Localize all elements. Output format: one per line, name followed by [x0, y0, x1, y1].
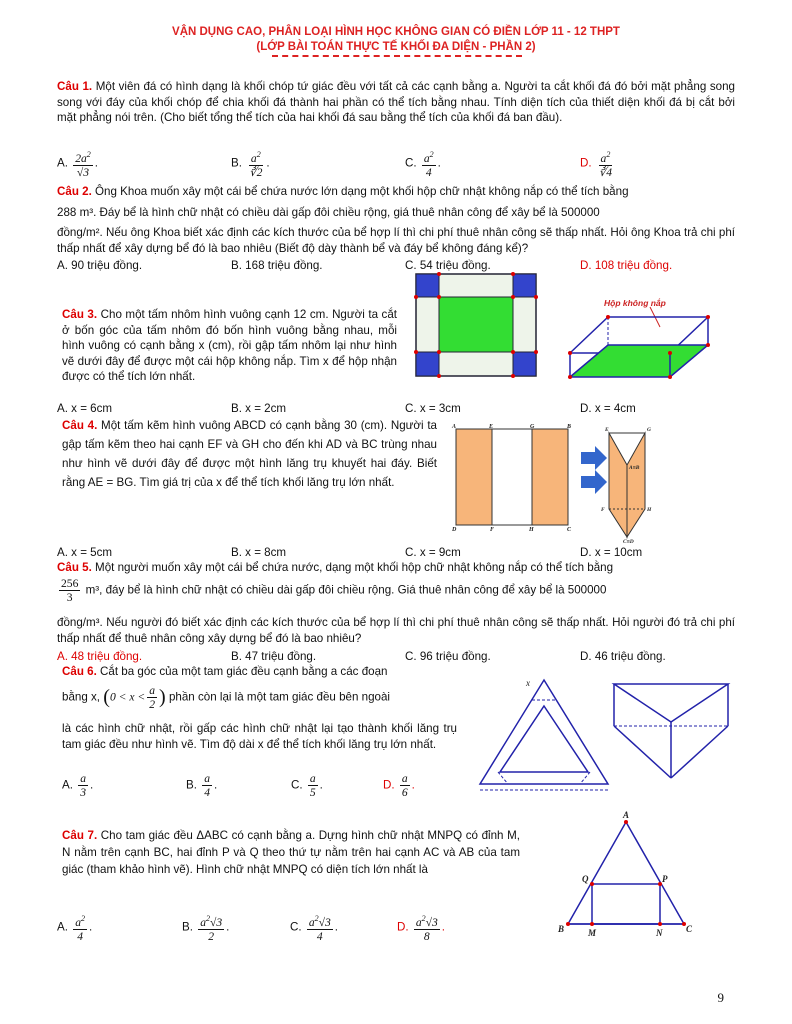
question-2-text-3: đồng/m². Nếu ông Khoa biết xác định các kích thước của bể hợp lí thì chi phí thuê nhân công sẽ thấp nhất. Hỏi ông Khoa trả chi phí thấp nhất để xây dựng bể đó là bao nhiêu (Biết độ dày thành bể và đáy bể không đáng kể)? [57, 226, 735, 255]
q4-option-a: A. x = 5cm [57, 546, 113, 559]
question-6-text-1: Cắt ba góc của một tam giác đều cạnh bằng a các đoạn [100, 665, 388, 678]
question-3-text: Cho một tấm nhôm hình vuông cạnh 12 cm. Người ta cắt ở bốn góc của tấm nhôm đó bốn hình vuông bằng nhau, mỗi hình vuông có cạnh bằng x (cm), rồi gập tấm nhôm lại như hình vẽ dưới đây để được một cái hộp không nắp. Tìm x để hộp nhận được có thể tích lớn nhất. [62, 308, 397, 383]
q6-prism-figure [612, 682, 730, 782]
q7-point-a: A [623, 810, 630, 820]
q6-option-b: B. $\frac{a}{4}$ . [186, 772, 218, 799]
q1-option-c: C. $\frac{a^2}{4}$ . [405, 150, 441, 179]
prism-label-f: F [601, 507, 605, 513]
question-6-text-2a: bằng x, [62, 690, 101, 704]
question-5-label: Câu 5. [57, 561, 92, 574]
q4-option-b: B. x = 8cm [231, 546, 287, 559]
point-label-h: H [529, 527, 534, 533]
question-2-label: Câu 2. [57, 185, 92, 198]
q3-aluminum-sheet-figure [415, 273, 537, 377]
q4-zinc-sheet-figure [450, 423, 577, 533]
question-2 [57, 184, 735, 256]
q6-option-d: D. $\frac{a}{6}$ . [383, 772, 415, 799]
question-3-label: Câu 3. [62, 308, 98, 321]
q3-option-d: D. x = 4cm [580, 402, 636, 415]
question-4-label: Câu 4. [62, 419, 98, 432]
question-5-text-1: Một người muốn xây một cái bể chứa nước, dạng một khối hộp chữ nhật không nắp có thể tích bằng [95, 561, 614, 574]
q4-option-d: D. x = 10cm [580, 546, 643, 559]
prism-label-cd: C≡D [623, 539, 634, 545]
q6-option-a: A. $\frac{a}{3}$ . [62, 772, 94, 799]
question-5-line-3: đồng/m³. Nếu người đó biết xác định các kích thước của bể hợp lí thì chi phí thuê nhân công sẽ thấp nhất. Hỏi người đó trả chi phí thấp nhất để thuê nhân công xây dựng bể đó là bao nhiêu? [57, 616, 735, 645]
prism-label-e: E [605, 427, 609, 433]
q7-point-p: P [662, 874, 668, 884]
q4-arrow-icon [581, 446, 607, 496]
q2-option-c: C. 54 triệu đồng. [405, 259, 491, 272]
question-7 [62, 827, 520, 878]
q5-volume-fraction: $\frac{256}{3}$ [61, 577, 79, 604]
q7-option-b: B. $\frac{a^2√3}{2}$ . [182, 914, 230, 943]
q7-point-q: Q [582, 874, 589, 884]
header-divider [272, 55, 522, 57]
q4-prism-figure [601, 425, 667, 545]
point-label-g: G [530, 424, 535, 430]
point-label-a: A [452, 424, 457, 430]
q2-option-b: B. 168 triệu đồng. [231, 259, 323, 272]
q7-option-d: D. $\frac{a^2√3}{8}$ . [397, 914, 446, 943]
document-header [0, 25, 792, 55]
q1-option-a: A. $\frac{2a^2}{√3}$ . [57, 150, 99, 179]
point-label-d: D [452, 527, 457, 533]
question-3 [62, 307, 397, 385]
q7-triangle-rectangle-figure [556, 812, 706, 940]
q3-option-c: C. x = 3cm [405, 402, 461, 415]
q7-point-m: M [588, 928, 597, 938]
q3-box-label: Hộp không nắp [604, 298, 666, 308]
question-5-text-2: m³, đáy bể là hình chữ nhật có chiều dài gấp đôi chiều rộng. Giá thuê nhân công để xây bể là 500000 [85, 583, 607, 597]
q7-point-b: B [558, 924, 565, 934]
question-1-text: Một viên đá có hình dạng là khối chóp tứ giác đều với tất cả các cạnh bằng a. Người ta cắt khối đá đó bởi mặt phẳng song song với đáy của khối chóp để chia khối đá thành hai phần có thể tích bằng nhau. Tính diện tích của thiết diện khối đá bị cắt bởi mặt phẳng nói trên. (Cho biết tổng thể tích của hai khối đá sau bằng thể tích của khối đá ban đầu). [57, 80, 735, 124]
question-2-text-1: Ông Khoa muốn xây một cái bể chứa nước lớn dạng một khối hộp chữ nhật không nắp có thể tích bằng [95, 185, 629, 198]
question-7-text: Cho tam giác đều ΔABC có cạnh bằng a. Dựng hình chữ nhật MNPQ có đỉnh M, N nằm trên cạnh BC, hai đỉnh P và Q theo thứ tự nằm trên hai cạnh AC và AB của tam giác (tham khảo hình vẽ). Hình chữ nhật MNPQ có diện tích lớn nhất là [62, 829, 520, 876]
q7-point-c: C [686, 924, 693, 934]
q3-option-b: B. x = 2cm [231, 402, 287, 415]
prism-label-h: H [647, 507, 652, 513]
question-5 [57, 560, 735, 576]
q5-option-b: B. 47 triệu đồng. [231, 650, 317, 663]
q6-triangle-figure [476, 676, 612, 794]
point-label-b: B [567, 424, 572, 430]
question-6-line-2: bằng x, (0 < x < $\frac{a}{2}$ ) phần còn lại là một tam giác đều bên ngoài [62, 684, 391, 711]
q7-point-n: N [656, 928, 663, 938]
q5-option-a: A. 48 triệu đồng. [57, 650, 143, 663]
page-number: 9 [717, 990, 724, 1005]
q2-option-d: D. 108 triệu đồng. [580, 259, 673, 272]
point-label-e: E [489, 424, 494, 430]
q4-option-c: C. x = 9cm [405, 546, 461, 559]
q6-x-label: x [526, 678, 530, 688]
question-1-label: Câu 1. [57, 80, 93, 93]
question-4 [62, 416, 437, 492]
q7-option-a: A. $\frac{a^2}{4}$ . [57, 914, 93, 943]
question-6-line-3: là các hình chữ nhật, rồi gấp các hình chữ nhật lại tạo thành khối lăng trụ tam giác đều như hình vẽ. Tìm độ dài x để thể tích khối lăng trụ lớn nhất. [62, 722, 457, 751]
q7-option-c: C. $\frac{a^2√3}{4}$ . [290, 914, 339, 943]
q2-option-a: A. 90 triệu đồng. [57, 259, 143, 272]
q1-option-d: D. $\frac{a^2}{∛4}$ [580, 150, 613, 179]
prism-label-g: G [647, 427, 651, 433]
q3-option-a: A. x = 6cm [57, 402, 113, 415]
q1-option-b: B. $\frac{a^2}{∛2}$ . [231, 150, 270, 179]
q3-open-box-figure [568, 305, 713, 383]
question-5-line-2 [57, 577, 735, 604]
point-label-f: F [490, 527, 495, 533]
point-label-c: C [567, 527, 572, 533]
question-1 [57, 79, 735, 126]
question-6-label: Câu 6. [62, 665, 97, 678]
question-2-text-2: 288 m³. Đáy bể là hình chữ nhật có chiều dài gấp đôi chiều rộng, giá thuê nhân công để xây bể là 500000 [57, 205, 600, 219]
question-6 [62, 664, 457, 680]
question-4-text: Một tấm kẽm hình vuông ABCD có cạnh bằng 30 (cm). Người ta gập tấm kẽm theo hai cạnh EF và GH cho đến khi AD và BC trùng nhau như hình vẽ dưới đây để được một hình lăng trụ khuyết hai đáy. Biết rằng AE = BG. Tìm giá trị của x để thể tích khối lăng trụ lớn nhất. [62, 419, 437, 489]
header-title: VẬN DỤNG CAO, PHÂN LOẠI HÌNH HỌC KHÔNG GIAN CÓ ĐIỀN LỚP 11 - 12 THPT [172, 26, 620, 38]
prism-label-ab: A≡B [629, 465, 640, 471]
q6-option-c: C. $\frac{a}{5}$ . [291, 772, 323, 799]
question-7-label: Câu 7. [62, 829, 98, 842]
question-6-text-2b: phần còn lại là một tam giác đều bên ngoài [168, 690, 391, 704]
q5-option-d: D. 46 triệu đồng. [580, 650, 666, 663]
q5-option-c: C. 96 triệu đồng. [405, 650, 491, 663]
header-subtitle: (LỚP BÀI TOÁN THỰC TẾ KHỐI ĐA DIỆN - PHẦN 2) [256, 41, 536, 53]
